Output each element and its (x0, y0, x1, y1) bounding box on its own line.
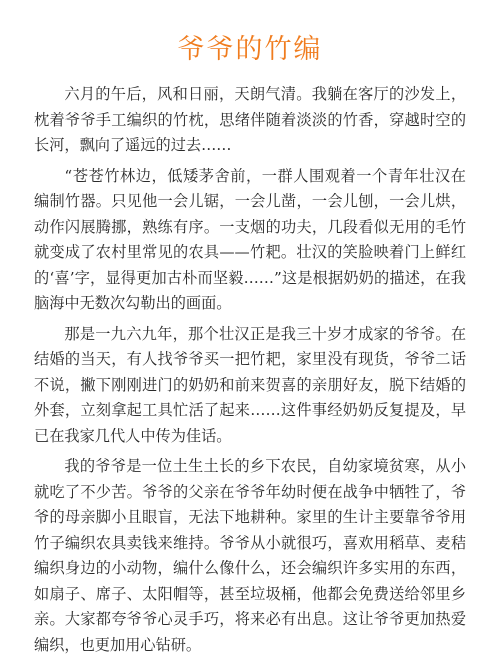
essay-body (34, 82, 466, 658)
paragraph-3: 那是一九六九年，那个壮汉正是我三十岁才成家的爷爷。在结婚的当天，有人找爷爷买一把竹耙，家里没有现货，爷爷二话不说，撇下刚刚进门的奶奶和前来贺喜的亲朋好友，脱下结婚的外套，立刻拿起工具忙活了起来……这件事经奶奶反复提及，早已在我家几代人中传为佳话。 (34, 324, 466, 445)
paragraph-1: 六月的午后，风和日丽，天朗气清。我躺在客厅的沙发上，枕着爷爷手工编织的竹枕，思绪伴随着淡淡的竹香，穿越时空的长河，飘向了遥远的过去…… (34, 85, 466, 154)
paragraph-4: 我的爷爷是一位土生土长的乡下农民，自幼家境贫寒，从小就吃了不少苦。爷爷的父亲在爷爷年幼时便在战争中牺牲了，爷爷的母亲脚小且眼盲，无法下地耕种。家里的生计主要靠爷爷用竹子编织农具卖钱来维持。爷爷从小就很巧，喜欢用稻草、麦秸编织身边的小动物，编什么像什么，还会编织许多实用的东西，如扇子、席子、太阳帽等，甚至垃圾桶，他都会免费送给邻里乡亲。大家都夸爷爷心灵手巧，将来必有出息。这让爷爷更加热爱编织，也更加用心钻研。 (34, 457, 466, 654)
paragraph-2: “苍苍竹林边，低矮茅舍前，一群人围观着一个青年壮汉在编制竹器。只见他一会儿锯，一会儿凿，一会儿刨，一会儿烘，动作闪展腾挪，熟练有序。一支烟的功夫，几段看似无用的毛竹就变成了农村里常见的农具——竹耙。壮汉的笑脸映着门上鲜红的‘喜’字，显得更加古朴而坚毅……”这是根据奶奶的描述，在我脑海中无数次勾勒出的画面。 (34, 166, 466, 312)
essay-title: 爷爷的竹编 (177, 34, 323, 65)
